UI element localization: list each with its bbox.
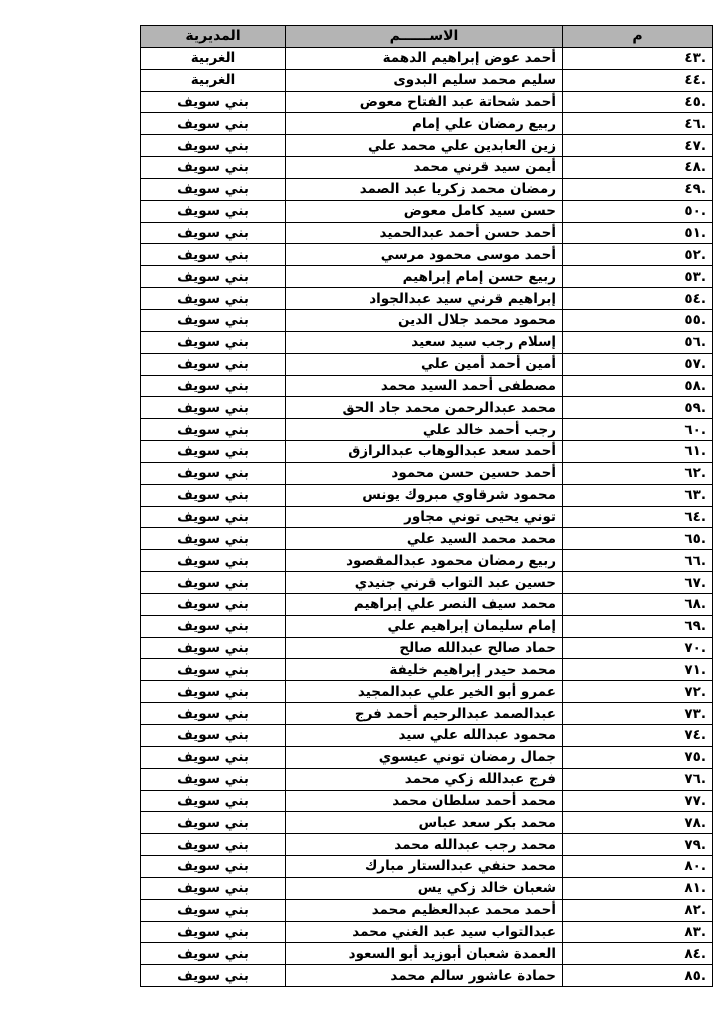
row-number-cell: .٦٦	[563, 550, 713, 572]
table-row	[141, 528, 713, 550]
row-directorate-cell: بني سويف	[141, 91, 286, 113]
table-row	[141, 506, 713, 528]
row-name-cell: أحمد حسين حسن محمود	[286, 462, 563, 484]
row-directorate-cell: بني سويف	[141, 593, 286, 615]
row-number-cell: .٥٨	[563, 375, 713, 397]
table-row	[141, 419, 713, 441]
table-row	[141, 725, 713, 747]
row-number-cell: .٧٤	[563, 725, 713, 747]
row-directorate-cell: بني سويف	[141, 113, 286, 135]
row-directorate-cell: بني سويف	[141, 550, 286, 572]
row-directorate-cell: بني سويف	[141, 877, 286, 899]
row-directorate-cell: بني سويف	[141, 856, 286, 878]
table-row	[141, 484, 713, 506]
row-name-cell: ربيع حسن إمام إبراهيم	[286, 266, 563, 288]
row-name-cell: محمود عبدالله علي سيد	[286, 725, 563, 747]
table-row	[141, 331, 713, 353]
table-row	[141, 965, 713, 987]
row-number-cell: .٤٨	[563, 157, 713, 179]
row-number-cell: .٦٨	[563, 593, 713, 615]
row-name-cell: توني يحيى توني مجاور	[286, 506, 563, 528]
row-directorate-cell: بني سويف	[141, 178, 286, 200]
row-directorate-cell: بني سويف	[141, 462, 286, 484]
row-number-cell: .٥٤	[563, 288, 713, 310]
header-number: م	[563, 26, 713, 48]
row-directorate-cell: بني سويف	[141, 768, 286, 790]
row-number-cell: .٤٥	[563, 91, 713, 113]
table-row	[141, 681, 713, 703]
row-directorate-cell: بني سويف	[141, 834, 286, 856]
row-number-cell: .٦٧	[563, 572, 713, 594]
row-directorate-cell: بني سويف	[141, 222, 286, 244]
row-number-cell: .٥٩	[563, 397, 713, 419]
row-name-cell: جمال رمضان توني عيسوي	[286, 746, 563, 768]
row-name-cell: أمين أحمد أمين علي	[286, 353, 563, 375]
row-name-cell: سليم محمد سليم البدوى	[286, 69, 563, 91]
row-directorate-cell: بني سويف	[141, 921, 286, 943]
table-row	[141, 69, 713, 91]
table-row	[141, 856, 713, 878]
row-directorate-cell: بني سويف	[141, 266, 286, 288]
row-number-cell: .٧٧	[563, 790, 713, 812]
row-directorate-cell: بني سويف	[141, 200, 286, 222]
row-number-cell: .٥٧	[563, 353, 713, 375]
row-name-cell: إسلام رجب سيد سعيد	[286, 331, 563, 353]
row-name-cell: محمد رجب عبدالله محمد	[286, 834, 563, 856]
row-name-cell: حماد صالح عبدالله صالح	[286, 637, 563, 659]
table-row	[141, 790, 713, 812]
row-directorate-cell: بني سويف	[141, 353, 286, 375]
row-number-cell: .٧٠	[563, 637, 713, 659]
row-number-cell: .٤٤	[563, 69, 713, 91]
row-number-cell: .٥٣	[563, 266, 713, 288]
row-name-cell: العمدة شعبان أبوزيد أبو السعود	[286, 943, 563, 965]
row-number-cell: .٥١	[563, 222, 713, 244]
row-number-cell: .٨٤	[563, 943, 713, 965]
row-number-cell: .٦٥	[563, 528, 713, 550]
row-number-cell: .٥٦	[563, 331, 713, 353]
row-directorate-cell: بني سويف	[141, 943, 286, 965]
row-directorate-cell: بني سويف	[141, 899, 286, 921]
row-directorate-cell: بني سويف	[141, 309, 286, 331]
roster-page	[140, 25, 712, 987]
table-row	[141, 593, 713, 615]
row-name-cell: حسن سيد كامل معوض	[286, 200, 563, 222]
row-number-cell: .٨٢	[563, 899, 713, 921]
table-row	[141, 921, 713, 943]
roster-table	[140, 25, 713, 987]
row-directorate-cell: بني سويف	[141, 484, 286, 506]
row-name-cell: محمد حنفي عبدالستار مبارك	[286, 856, 563, 878]
row-name-cell: حسين عبد التواب قرني جنيدي	[286, 572, 563, 594]
row-directorate-cell: بني سويف	[141, 790, 286, 812]
row-number-cell: .٤٩	[563, 178, 713, 200]
row-directorate-cell: بني سويف	[141, 572, 286, 594]
row-name-cell: أحمد محمد عبدالعظيم محمد	[286, 899, 563, 921]
row-name-cell: عبدالصمد عبدالرحيم أحمد فرج	[286, 703, 563, 725]
table-row	[141, 659, 713, 681]
table-row	[141, 768, 713, 790]
table-row	[141, 309, 713, 331]
row-directorate-cell: بني سويف	[141, 288, 286, 310]
row-directorate-cell: بني سويف	[141, 681, 286, 703]
row-number-cell: .٦٢	[563, 462, 713, 484]
row-directorate-cell: بني سويف	[141, 135, 286, 157]
table-row	[141, 637, 713, 659]
row-directorate-cell: بني سويف	[141, 528, 286, 550]
table-row	[141, 899, 713, 921]
row-number-cell: .٧٥	[563, 746, 713, 768]
table-row	[141, 244, 713, 266]
row-name-cell: ربيع رمضان محمود عبدالمقصود	[286, 550, 563, 572]
row-number-cell: .٦٣	[563, 484, 713, 506]
row-name-cell: محمد حيدر إبراهيم خليفة	[286, 659, 563, 681]
row-name-cell: أحمد سعد عبدالوهاب عبدالرازق	[286, 441, 563, 463]
table-row	[141, 572, 713, 594]
table-row	[141, 703, 713, 725]
row-directorate-cell: الغربية	[141, 69, 286, 91]
row-number-cell: .٨١	[563, 877, 713, 899]
table-row	[141, 746, 713, 768]
row-name-cell: ربيع رمضان علي إمام	[286, 113, 563, 135]
row-name-cell: شعبان خالد زكي يس	[286, 877, 563, 899]
table-row	[141, 353, 713, 375]
row-name-cell: رمضان محمد زكريا عبد الصمد	[286, 178, 563, 200]
row-name-cell: محمود شرقاوي مبروك يونس	[286, 484, 563, 506]
table-row	[141, 135, 713, 157]
row-number-cell: .٥٢	[563, 244, 713, 266]
row-number-cell: .٤٣	[563, 47, 713, 69]
row-name-cell: أحمد عوض إبراهيم الدهمة	[286, 47, 563, 69]
row-name-cell: أحمد شحاتة عبد الفتاح معوض	[286, 91, 563, 113]
table-row	[141, 375, 713, 397]
table-row	[141, 943, 713, 965]
row-name-cell: محمد أحمد سلطان محمد	[286, 790, 563, 812]
row-number-cell: .٦١	[563, 441, 713, 463]
row-name-cell: إمام سليمان إبراهيم علي	[286, 615, 563, 637]
row-directorate-cell: بني سويف	[141, 615, 286, 637]
row-directorate-cell: الغربية	[141, 47, 286, 69]
table-row	[141, 877, 713, 899]
row-number-cell: .٧٣	[563, 703, 713, 725]
row-directorate-cell: بني سويف	[141, 703, 286, 725]
row-directorate-cell: بني سويف	[141, 746, 286, 768]
table-row	[141, 91, 713, 113]
roster-table-body	[141, 47, 713, 986]
header-row	[141, 26, 713, 48]
table-row	[141, 615, 713, 637]
row-number-cell: .٦٩	[563, 615, 713, 637]
row-name-cell: محمود محمد جلال الدين	[286, 309, 563, 331]
table-row	[141, 157, 713, 179]
row-directorate-cell: بني سويف	[141, 637, 286, 659]
table-row	[141, 397, 713, 419]
table-row	[141, 288, 713, 310]
row-directorate-cell: بني سويف	[141, 812, 286, 834]
row-directorate-cell: بني سويف	[141, 441, 286, 463]
row-number-cell: .٨٥	[563, 965, 713, 987]
row-number-cell: .٦٠	[563, 419, 713, 441]
table-row	[141, 200, 713, 222]
row-directorate-cell: بني سويف	[141, 965, 286, 987]
table-row	[141, 113, 713, 135]
row-directorate-cell: بني سويف	[141, 244, 286, 266]
row-number-cell: .٧٦	[563, 768, 713, 790]
row-directorate-cell: بني سويف	[141, 659, 286, 681]
table-row	[141, 550, 713, 572]
table-row	[141, 47, 713, 69]
row-name-cell: زين العابدين علي محمد علي	[286, 135, 563, 157]
row-number-cell: .٥٥	[563, 309, 713, 331]
row-name-cell: أيمن سيد قرني محمد	[286, 157, 563, 179]
row-directorate-cell: بني سويف	[141, 419, 286, 441]
table-row	[141, 178, 713, 200]
row-number-cell: .٧٢	[563, 681, 713, 703]
row-name-cell: مصطفى أحمد السيد محمد	[286, 375, 563, 397]
roster-table-head	[141, 26, 713, 48]
row-number-cell: .٧٨	[563, 812, 713, 834]
row-number-cell: .٦٤	[563, 506, 713, 528]
row-name-cell: رجب أحمد خالد علي	[286, 419, 563, 441]
row-directorate-cell: بني سويف	[141, 375, 286, 397]
row-directorate-cell: بني سويف	[141, 157, 286, 179]
header-directorate: المديرية	[141, 26, 286, 48]
row-number-cell: .٧١	[563, 659, 713, 681]
header-name: الاســــــم	[286, 26, 563, 48]
row-number-cell: .٥٠	[563, 200, 713, 222]
table-row	[141, 812, 713, 834]
row-name-cell: إبراهيم قرني سيد عبدالجواد	[286, 288, 563, 310]
row-name-cell: أحمد موسى محمود مرسي	[286, 244, 563, 266]
table-row	[141, 462, 713, 484]
row-name-cell: فرج عبدالله زكي محمد	[286, 768, 563, 790]
row-name-cell: محمد بكر سعد عباس	[286, 812, 563, 834]
row-directorate-cell: بني سويف	[141, 506, 286, 528]
row-name-cell: عمرو أبو الخير علي عبدالمجيد	[286, 681, 563, 703]
table-row	[141, 441, 713, 463]
row-number-cell: .٧٩	[563, 834, 713, 856]
row-name-cell: حمادة عاشور سالم محمد	[286, 965, 563, 987]
table-row	[141, 266, 713, 288]
row-name-cell: أحمد حسن أحمد عبدالحميد	[286, 222, 563, 244]
row-directorate-cell: بني سويف	[141, 331, 286, 353]
row-directorate-cell: بني سويف	[141, 725, 286, 747]
row-name-cell: عبدالتواب سيد عبد الغني محمد	[286, 921, 563, 943]
row-number-cell: .٨٣	[563, 921, 713, 943]
row-name-cell: محمد سيف النصر علي إبراهيم	[286, 593, 563, 615]
row-name-cell: محمد عبدالرحمن محمد جاد الحق	[286, 397, 563, 419]
row-number-cell: .٤٦	[563, 113, 713, 135]
row-number-cell: .٤٧	[563, 135, 713, 157]
table-row	[141, 222, 713, 244]
row-directorate-cell: بني سويف	[141, 397, 286, 419]
table-row	[141, 834, 713, 856]
row-name-cell: محمد محمد السيد علي	[286, 528, 563, 550]
row-number-cell: .٨٠	[563, 856, 713, 878]
